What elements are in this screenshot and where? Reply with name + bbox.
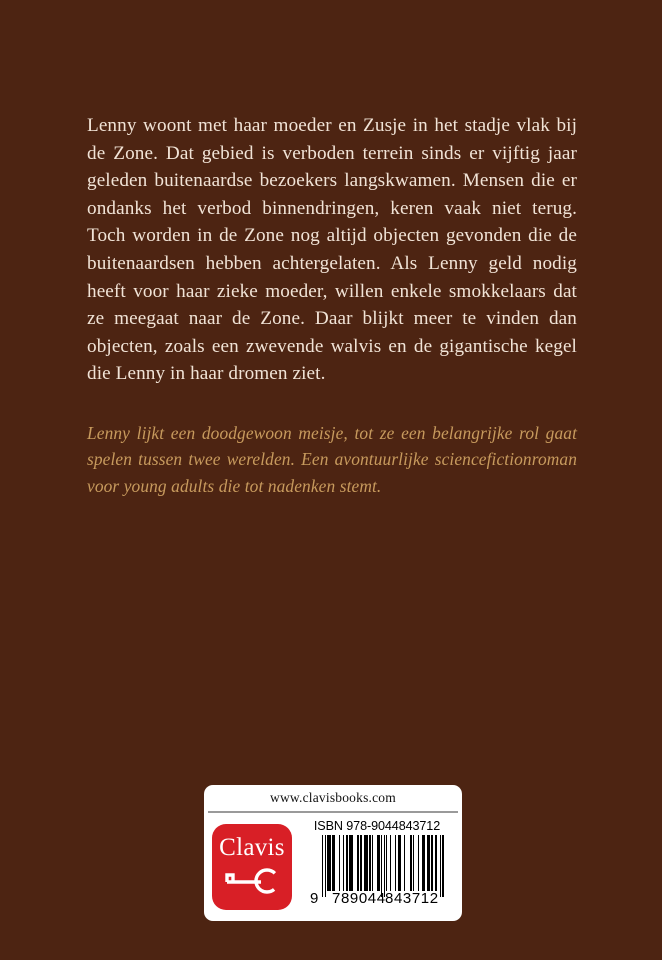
barcode-digit-lead: 9	[310, 890, 319, 907]
tagline-paragraph: Lenny lijkt een doodgewoon meisje, tot ze een belangrijke rol gaat spelen tussen twee werelden. Een avontuurlijke sciencefictionroman voor young adults die tot nadenken stemt.	[87, 422, 577, 496]
barcode-digits	[310, 891, 444, 907]
barcode-digits-left: 789044	[332, 890, 386, 907]
barcode	[310, 835, 444, 909]
barcode-label	[204, 785, 462, 921]
blurb-paragraph: Lenny woont met haar moeder en Zusje in het stadje vlak bij de Zone. Dat gebied is verboden terrein sinds er vijftig jaar geleden buitenaardse bezoekers langskwamen. Mensen die er ondanks het verbod binnendringen, keren vaak niet terug. Toch worden in de Zone nog altijd objecten gevonden die de buitenaardsen hebben achtergelaten. Als Lenny geld nodig heeft voor haar zieke moeder, willen enkele smokkelaars dat ze meegaat naar de Zone. Daar blijkt meer te vinden dan objecten, zoals een zwevende walvis en de gigantische kegel die Lenny in haar dromen ziet.	[87, 115, 577, 385]
text-block	[87, 112, 577, 499]
publisher-logo	[212, 818, 298, 916]
barcode-digits-right: 843712	[385, 890, 439, 907]
isbn-text: ISBN 978-9044843712	[313, 819, 441, 833]
clavis-wordmark: Clavis	[219, 834, 285, 861]
isbn-barcode-column	[298, 818, 456, 916]
clavis-logo-tile	[212, 824, 292, 910]
publisher-website[interactable]: www.clavisbooks.com	[270, 790, 396, 805]
key-icon	[221, 865, 283, 897]
label-body	[204, 813, 462, 921]
barcode-bars	[322, 835, 444, 897]
